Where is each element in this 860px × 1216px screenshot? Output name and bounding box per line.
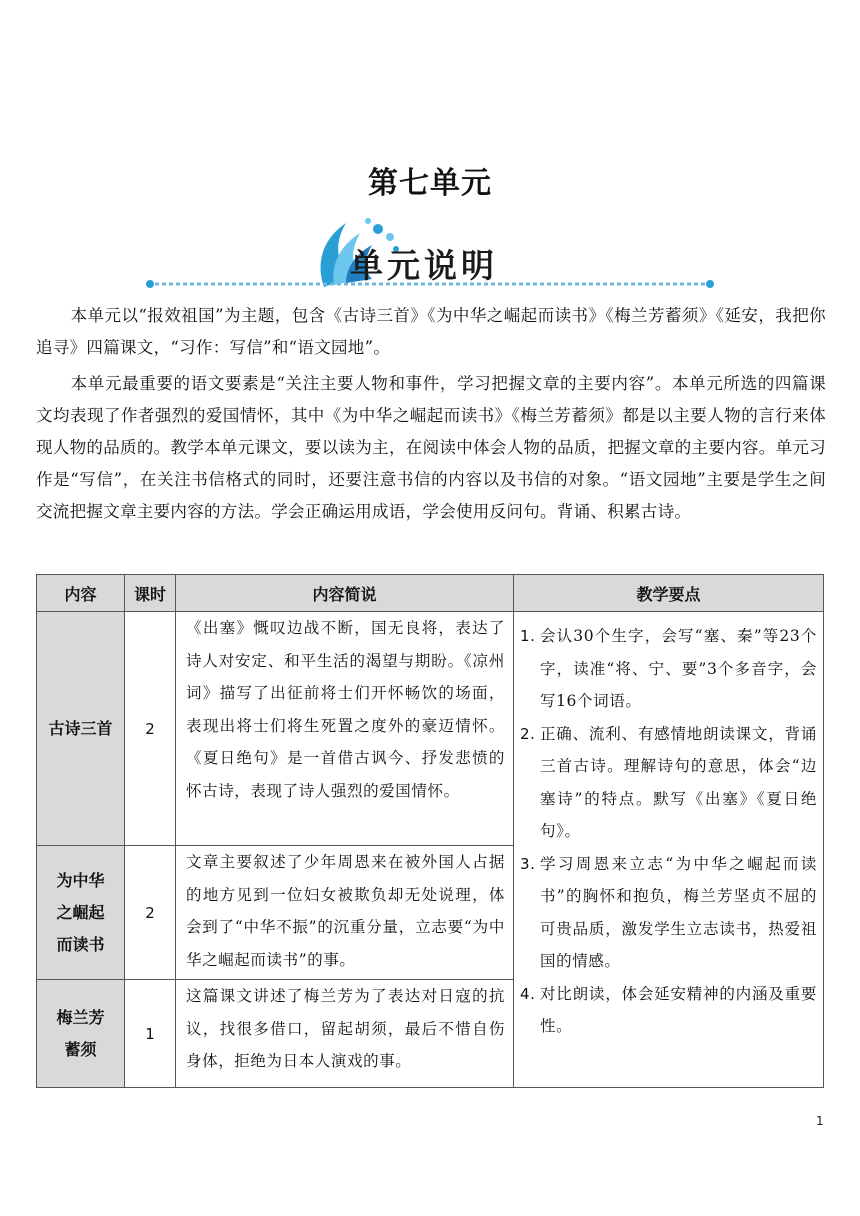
key-point-item: 4. 对比朗读，体会延安精神的内涵及重要性。	[520, 984, 817, 1035]
row-content: 古诗三首	[37, 612, 125, 846]
row-content: 为中华之崛起而读书	[37, 846, 125, 980]
table-row	[37, 612, 824, 846]
header-hours: 课时	[125, 575, 176, 612]
page-number: 1	[816, 1114, 824, 1128]
unit-overview-table	[36, 574, 824, 1088]
row-summary: 文章主要叙述了少年周恩来在被外国人占据的地方见到一位妇女被欺负却无处说理，体会到了“中华不振”的沉重分量，立志要“为中华之崛起而读书”的事。	[176, 846, 514, 980]
row-content: 梅兰芳蓄须	[37, 980, 125, 1088]
row-summary: 这篇课文讲述了梅兰芳为了表达对日寇的抗议，找很多借口，留起胡须，最后不惜自伤身体，拒绝为日本人演戏的事。	[176, 980, 514, 1088]
row-summary: 《出塞》慨叹边战不断，国无良将，表达了诗人对安定、和平生活的渴望与期盼。《凉州词》描写了出征前将士们开怀畅饮的场面，表现出将士们将生死置之度外的豪迈情怀。《夏日绝句》是一首借古讽今、抒发悲愤的怀古诗，表现了诗人强烈的爱国情怀。	[176, 612, 514, 846]
table-header-row	[37, 575, 824, 612]
row-hours: 1	[125, 980, 176, 1088]
header-summary: 内容简说	[176, 575, 514, 612]
row-hours: 2	[125, 612, 176, 846]
unit-title: 第七单元	[368, 166, 492, 201]
header-content: 内容	[37, 575, 125, 612]
key-point-item: 2. 正确、流利、有感情地朗读课文，背诵三首古诗。理解诗句的意思，体会“边塞诗”的特点。默写《出塞》《夏日绝句》。	[520, 724, 817, 840]
intro-paragraph-1: 本单元以“报效祖国”为主题，包含《古诗三首》《为中华之崛起而读书》《梅兰芳蓄须》《延安，我把你追寻》四篇课文，“习作：写信”和“语文园地”。	[36, 306, 826, 357]
key-points-cell	[514, 612, 824, 1088]
row-hours: 2	[125, 846, 176, 980]
header-key-points: 教学要点	[514, 575, 824, 612]
key-points-list	[520, 620, 817, 1043]
intro-paragraph-2: 本单元最重要的语文要素是“关注主要人物和事件，学习把握文章的主要内容”。本单元所选的四篇课文均表现了作者强烈的爱国情怀，其中《为中华之崛起而读书》《梅兰芳蓄须》都是以主要人物的言行来体现人物的品质的。教学本单元课文，要以读为主，在阅读中体会人物的品质，把握文章的主要内容。单元习作是“写信”，在关注书信格式的同时，还要注意书信的内容以及书信的对象。“语文园地”主要是学生之间交流把握文章主要内容的方法。学会正确运用成语，学会使用反问句。背诵、积累古诗。	[36, 374, 826, 521]
banner-heading: 单元说明	[350, 246, 498, 285]
key-point-item: 3. 学习周恩来立志“为中华之崛起而读书”的胸怀和抱负，梅兰芳坚贞不屈的可贵品质，激发学生立志读书，热爱祖国的情感。	[520, 854, 817, 970]
key-point-item: 1. 会认30个生字，会写“塞、秦”等23个字，读准“将、宁、要”3个多音字，会写16个词语。	[520, 627, 817, 710]
